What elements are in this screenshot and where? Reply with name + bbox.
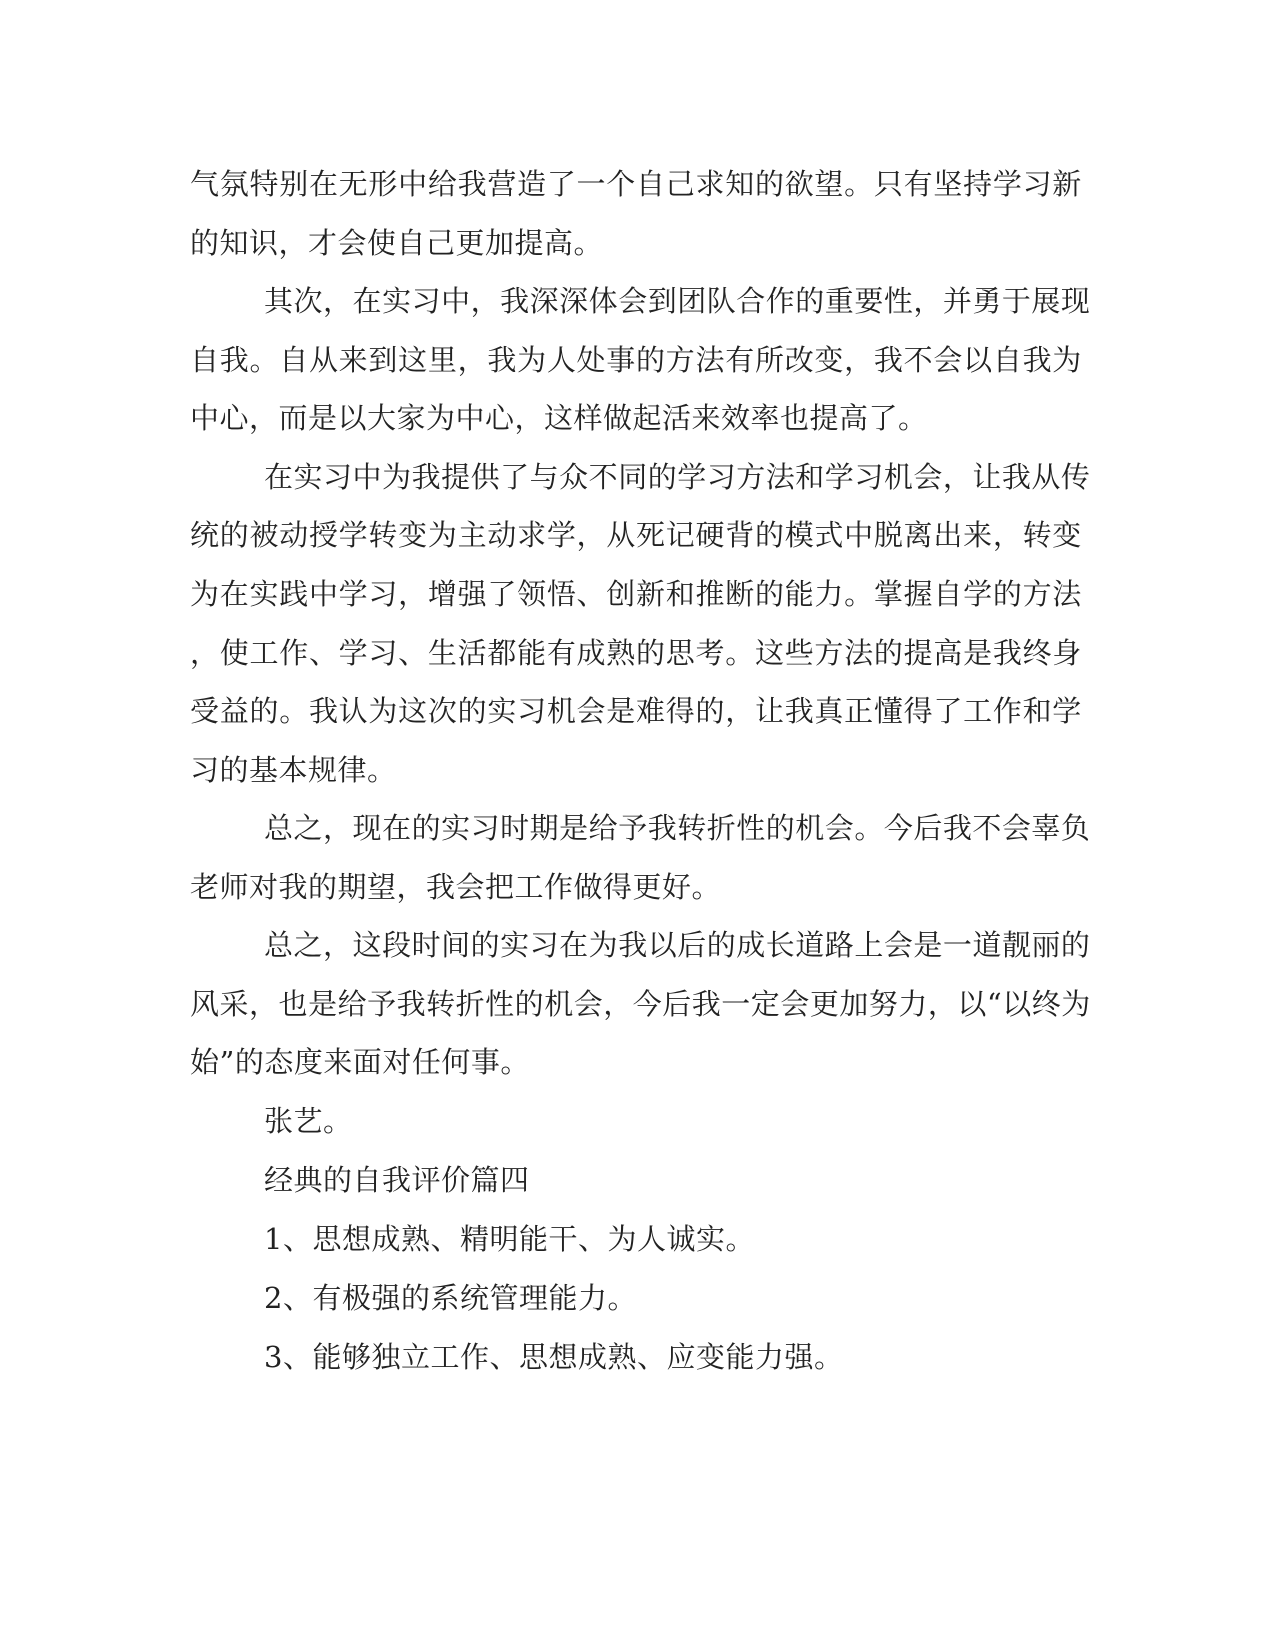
paragraph-line: 中心，而是以大家为中心，这样做起活来效率也提高了。: [190, 401, 928, 435]
paragraph-line: 习的基本规律。: [190, 753, 397, 787]
paragraph-line: 老师对我的期望，我会把工作做得更好。: [190, 870, 722, 904]
list-item: 1、思想成熟、精明能干、为人诚实。: [264, 1222, 755, 1256]
paragraph-line: 统 的 被 动 授 学 转 变 为 主 动 求 学 ， 从 死 记 硬 背 的 模 式 中 脱 离 出 来 ， 转 变: [190, 518, 1082, 552]
paragraph-line: 其 次 ， 在 实 习 中 ， 我 深 深 体 会 到 团 队 合 作 的 重 要 性 ， 并 勇 于 展 现: [264, 284, 1091, 318]
list-item: 3、能够独立工作、思想成熟、应变能力强。: [264, 1340, 844, 1374]
paragraph-line: 始”的态度来面对任何事。: [190, 1045, 530, 1079]
section-heading: 经典的自我评价篇四: [264, 1163, 530, 1197]
paragraph-line: 在 实 习 中 为 我 提 供 了 与 众 不 同 的 学 习 方 法 和 学 习 机 会 ， 让 我 从 传: [264, 460, 1091, 494]
paragraph-line: 的知识，才会使自己更加提高。: [190, 226, 604, 260]
paragraph-line: 总 之 ， 现 在 的 实 习 时 期 是 给 予 我 转 折 性 的 机 会 。 今 后 我 不 会 辜 负: [264, 811, 1091, 845]
paragraph-line: 自 我 。 自 从 来 到 这 里 ， 我 为 人 处 事 的 方 法 有 所 改 变 ， 我 不 会 以 自 我 为: [190, 343, 1082, 377]
list-item: 2、有极强的系统管理能力。: [264, 1281, 637, 1315]
signature-line: 张艺。: [264, 1104, 353, 1138]
paragraph-line: 总 之 ， 这 段 时 间 的 实 习 在 为 我 以 后 的 成 长 道 路 上 会 是 一 道 靓 丽 的: [264, 928, 1091, 962]
paragraph-line: 受 益 的 。 我 认 为 这 次 的 实 习 机 会 是 难 得 的 ， 让 我 真 正 懂 得 了 工 作 和 学: [190, 694, 1082, 728]
paragraph-line: 气 氛 特 别 在 无 形 中 给 我 营 造 了 一 个 自 己 求 知 的 欲 望 。 只 有 坚 持 学 习 新: [190, 167, 1082, 201]
paragraph-line: 风 采 ， 也 是 给 予 我 转 折 性 的 机 会 ， 今 后 我 一 定 会 更 加 努 力 ， 以 “ 以 终 为: [190, 987, 1091, 1021]
paragraph-line: 为 在 实 践 中 学 习 ， 增 强 了 领 悟 、 创 新 和 推 断 的 能 力 。 掌 握 自 学 的 方 法: [190, 577, 1082, 611]
paragraph-line: ， 使 工 作 、 学 习 、 生 活 都 能 有 成 熟 的 思 考 。 这 些 方 法 的 提 高 是 我 终 身: [190, 636, 1082, 670]
